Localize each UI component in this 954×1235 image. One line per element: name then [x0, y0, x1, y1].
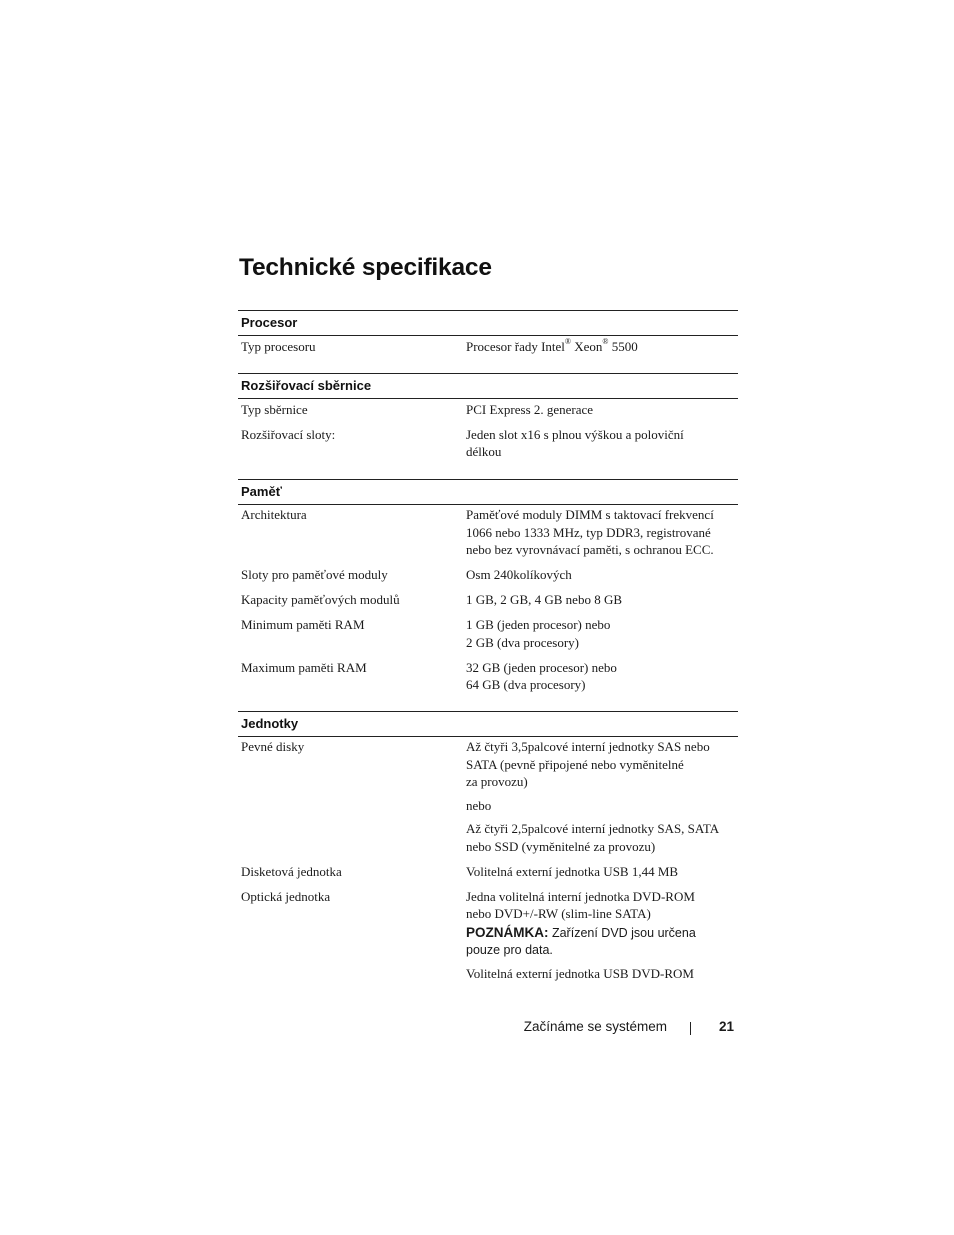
note-line — [466, 924, 734, 942]
spec-label: Architektura — [241, 507, 307, 522]
spec-value: PCI Express 2. generace — [466, 401, 594, 417]
spec-paragraph — [466, 965, 734, 983]
spec-value-part: Xeon — [571, 338, 603, 354]
note-box — [466, 924, 734, 959]
spec-value-line: 2 GB (dva procesory) — [466, 634, 579, 650]
spec-value-line: nebo — [466, 797, 492, 813]
footer-separator — [690, 1022, 691, 1035]
spec-label: Rozšiřovací sloty: — [241, 426, 336, 442]
spec-value — [466, 616, 738, 651]
spec-row-expansion-slots — [238, 426, 738, 461]
spec-value-part: Procesor řady Intel — [466, 338, 565, 354]
spec-row-processor-type — [238, 336, 738, 355]
spec-value — [466, 338, 738, 356]
spec-value-part: 5500 — [608, 338, 638, 354]
spec-label: Disketová jednotka — [241, 863, 342, 879]
spec-value-line: nebo DVD+/-RW (slim-line SATA) — [466, 906, 651, 921]
spec-row-optical-drive — [238, 888, 738, 983]
spec-row-bus-type — [238, 399, 738, 418]
spec-row-minimum-ram — [238, 616, 738, 651]
spec-value-line: Paměťové moduly DIMM s taktovací frekvencí — [466, 507, 714, 522]
section-processor — [238, 310, 738, 373]
spec-value-line: 64 GB (dva procesory) — [466, 677, 586, 692]
spec-value-line: Až čtyři 3,5palcové interní jednotky SAS nebo — [466, 739, 710, 754]
spec-label: Optická jednotka — [241, 888, 331, 904]
page-title: Technické specifikace — [239, 254, 492, 281]
spec-row-maximum-ram — [238, 659, 738, 694]
section-drives — [238, 711, 738, 1000]
spec-label: Sloty pro paměťové moduly — [241, 567, 388, 582]
spec-label: Maximum paměti RAM — [241, 659, 367, 675]
page-number: 21 — [719, 1019, 735, 1034]
spec-label: Kapacity paměťových modulů — [241, 592, 400, 607]
spec-paragraph — [466, 797, 734, 815]
note-text: Zařízení DVD jsou určena — [548, 925, 696, 940]
spec-label: Pevné disky — [241, 739, 305, 754]
spec-value-line: Až čtyři 2,5palcové interní jednotky SAS, SATA — [466, 821, 720, 836]
section-header-drives: Jednotky — [238, 711, 738, 737]
spec-value-line: 32 GB (jeden procesor) nebo — [466, 659, 617, 675]
section-header-memory: Paměť — [238, 479, 738, 505]
spec-value-line: nebo bez vyrovnávací paměti, s ochranou ECC. — [466, 542, 714, 557]
spec-value: Osm 240kolíkových — [466, 567, 572, 582]
note-label: POZNÁMKA: — [466, 924, 549, 940]
spec-label: Typ procesoru — [241, 338, 316, 354]
spec-label: Minimum paměti RAM — [241, 617, 365, 632]
spec-value: 1 GB, 2 GB, 4 GB nebo 8 GB — [466, 592, 623, 607]
spec-label: Typ sběrnice — [241, 401, 308, 417]
spec-value-line: nebo SSD (vyměnitelné za provozu) — [466, 838, 656, 854]
spec-value-line: Volitelná externí jednotka USB DVD-ROM — [466, 965, 694, 981]
spec-value-line: 1 GB (jeden procesor) nebo — [466, 617, 611, 632]
spec-value-line: 1066 nebo 1333 MHz, typ DDR3, registrované — [466, 524, 711, 540]
spec-value — [466, 888, 738, 983]
registered-mark: ® — [564, 337, 571, 347]
spec-paragraph — [466, 820, 734, 855]
section-memory — [238, 479, 738, 711]
spec-paragraph — [466, 738, 734, 791]
spec-value: Volitelná externí jednotka USB 1,44 MB — [466, 863, 679, 879]
spec-row-memory-slots — [238, 566, 738, 584]
spec-value — [466, 426, 738, 461]
spec-value — [466, 659, 738, 694]
registered-mark: ® — [602, 337, 609, 347]
spec-value-line: za provozu) — [466, 774, 528, 789]
spec-table — [238, 310, 738, 999]
spec-value — [466, 738, 738, 855]
section-header-expansion-bus: Rozšiřovací sběrnice — [238, 373, 738, 399]
section-expansion-bus — [238, 373, 738, 479]
spec-value-line: SATA (pevně připojené nebo vyměnitelné — [466, 756, 684, 772]
spec-row-diskette-drive — [238, 863, 738, 881]
spec-row-architecture — [238, 505, 738, 559]
spec-value-line: Jedna volitelná interní jednotka DVD-ROM — [466, 888, 695, 904]
spec-paragraph — [466, 888, 734, 923]
spec-value-line: Jeden slot x16 s plnou výškou a poloviční — [466, 426, 684, 442]
footer-chapter-title: Začínáme se systémem — [523, 1019, 667, 1034]
section-header-processor: Procesor — [238, 310, 738, 336]
spec-value — [466, 506, 738, 559]
note-text: pouze pro data. — [466, 942, 553, 957]
spec-row-hard-drives — [238, 737, 738, 856]
spec-value-line: délkou — [466, 444, 502, 459]
spec-row-module-capacities — [238, 591, 738, 609]
